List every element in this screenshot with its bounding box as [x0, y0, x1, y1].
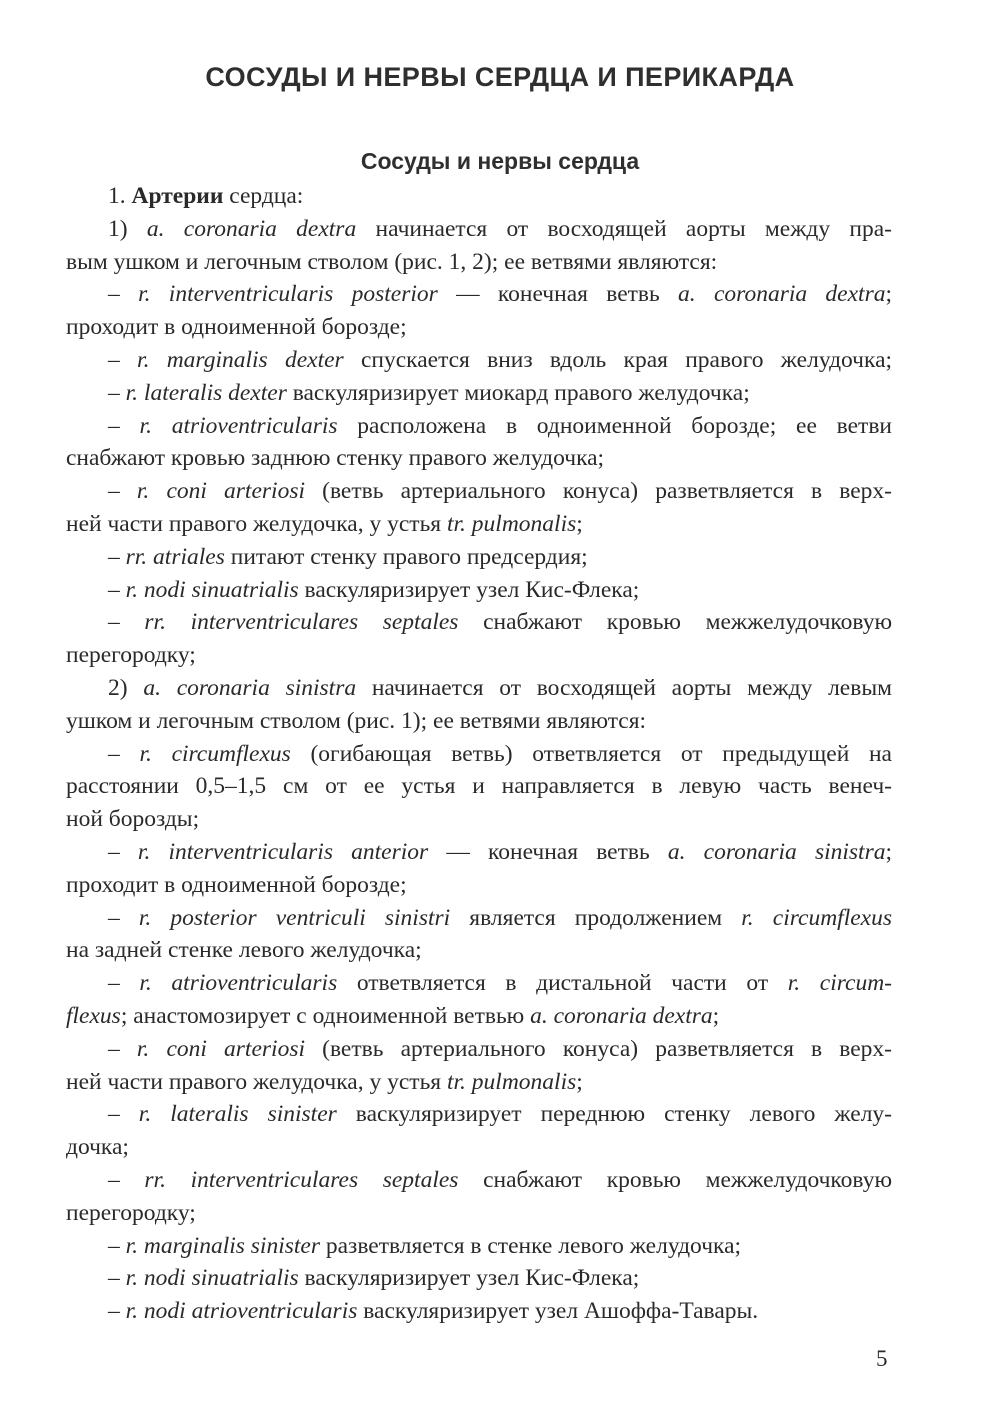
text-run: начинается от восходящей аорты между пра- — [356, 215, 892, 242]
text-run: снабжают кровью межжелудочковую — [458, 1166, 892, 1193]
text-run: ней части правого желудочка, у устья — [66, 510, 447, 537]
text-run: 1) — [108, 215, 147, 242]
text-run: rr. interventriculares septales — [144, 1166, 459, 1193]
text-run: расстоянии 0,5–1,5 см от ее устья и направляется в левую часть венеч- — [66, 773, 892, 800]
text-line — [66, 869, 892, 902]
text-line — [66, 902, 892, 935]
text-run: Артерии — [131, 183, 224, 209]
text-run: ; — [885, 838, 892, 865]
text-run: ной борозды; — [66, 806, 200, 833]
text-line — [66, 1000, 892, 1033]
text-run: r. lateralis dexter — [125, 379, 287, 406]
text-run: – — [108, 904, 139, 931]
text-line — [66, 1295, 892, 1328]
text-run: r. coni arteriosi — [136, 478, 305, 505]
text-run: – — [108, 1166, 145, 1193]
text-line — [66, 377, 892, 410]
text-line — [66, 180, 892, 213]
text-run: r. interventricularis posterior — [138, 281, 438, 308]
text-run: a. coronaria sinistra — [667, 838, 886, 865]
text-run: a. coronaria dextra — [530, 1002, 713, 1029]
text-run: дочка; — [66, 1134, 129, 1161]
text-run: r. coni arteriosi — [136, 1035, 305, 1062]
text-run: ; — [576, 510, 583, 537]
text-line — [66, 213, 892, 246]
text-line — [66, 1098, 892, 1131]
text-line — [66, 278, 892, 311]
text-run: r. marginalis dexter — [137, 346, 344, 373]
text-run: на задней стенке левого желудочка; — [66, 937, 422, 964]
text-line — [66, 1164, 892, 1197]
body-text — [66, 180, 892, 1328]
text-run: разветвляется в стенке левого желудочка; — [319, 1232, 742, 1259]
text-run: – — [108, 346, 138, 373]
text-run: – — [108, 379, 126, 406]
text-run: – — [108, 281, 139, 308]
text-run: – — [108, 412, 140, 439]
text-line — [66, 803, 892, 836]
text-run: – — [108, 1265, 126, 1292]
text-run: r. circumflexus — [741, 904, 892, 931]
text-run: r. lateralis sinister — [138, 1101, 337, 1128]
text-run: васкуляризирует узел Кис-Флека; — [298, 1265, 640, 1292]
text-line — [66, 246, 892, 279]
text-run: r. nodi sinuatrialis — [125, 1265, 299, 1292]
text-line — [66, 705, 892, 738]
text-line — [66, 1262, 892, 1295]
text-run: расположена в одноименной борозде; ее ветви — [337, 412, 892, 439]
text-run: – — [108, 1232, 126, 1259]
text-run: a. coronaria sinistra — [143, 674, 357, 701]
text-run: r. atrioventricularis — [139, 970, 338, 997]
text-run: начинается от восходящей аорты между левым — [356, 674, 892, 701]
text-run: питают стенку правого предсердия; — [224, 543, 588, 570]
text-run: ; — [885, 281, 892, 308]
text-run: r. nodi atrioventricularis — [125, 1298, 358, 1325]
text-run: сердца: — [223, 183, 304, 209]
text-run: – — [108, 1035, 137, 1062]
section-title: Сосуды и нервы сердца — [360, 148, 640, 174]
text-line — [66, 1066, 892, 1099]
text-run: r. marginalis sinister — [125, 1232, 320, 1259]
text-run: (ветвь артериального конуса) разветвляется в верх- — [305, 1035, 892, 1062]
text-run: ней части правого желудочка, у устья — [66, 1068, 447, 1095]
chapter-title: СОСУДЫ И НЕРВЫ СЕРДЦА И ПЕРИКАРДА — [205, 62, 795, 92]
text-line — [66, 574, 892, 607]
text-run: снабжают кровью межжелудочковую — [458, 609, 892, 636]
text-run: ; — [712, 1002, 720, 1029]
text-line — [66, 738, 892, 771]
text-line — [66, 1131, 892, 1164]
text-run: (ветвь артериального конуса) разветвляется в верх- — [305, 478, 892, 505]
text-line — [66, 836, 892, 869]
text-run: – — [108, 609, 145, 636]
text-line — [66, 1230, 892, 1263]
text-line — [66, 639, 892, 672]
text-run: — конечная ветвь — [428, 838, 668, 865]
text-run: является продолжением — [450, 904, 742, 931]
text-run: rr. atriales — [125, 543, 225, 570]
text-run: 1. — [108, 183, 132, 209]
text-run: r. circumflexus — [139, 740, 291, 767]
text-run: проходит в одноименной борозде; — [66, 871, 407, 898]
text-line — [66, 344, 892, 377]
text-run: ; анастомозирует с одноименной ветвью — [120, 1002, 531, 1029]
text-line — [66, 967, 892, 1000]
text-run: проходит в одноименной борозде; — [66, 314, 407, 341]
text-run: (огибающая ветвь) ответвляется от предыдущей на — [290, 740, 892, 767]
text-run: ответвляется в дистальной части от — [337, 970, 788, 997]
text-run: – — [108, 1101, 139, 1128]
text-run: — конечная ветвь — [437, 281, 679, 308]
text-run: ; — [576, 1068, 583, 1095]
text-run: tr. pulmonalis — [446, 510, 577, 537]
text-run: rr. interventriculares septales — [144, 609, 459, 636]
text-run: tr. pulmonalis — [446, 1068, 577, 1095]
text-run: 2) — [108, 674, 144, 701]
text-run: a. coronaria dextra — [678, 281, 886, 308]
text-line — [66, 508, 892, 541]
text-run: r. interventricularis anterior — [137, 838, 429, 865]
text-line — [66, 1033, 892, 1066]
text-run: r. posterior ventriculi sinistri — [138, 904, 451, 931]
text-run: васкуляризирует узел Кис-Флека; — [298, 576, 640, 603]
text-run: r. atrioventricularis — [139, 412, 338, 439]
text-run: спускается вниз вдоль края правого желудочка; — [343, 346, 892, 373]
text-run: снабжают кровью заднюю стенку правого желудочка; — [66, 445, 605, 472]
text-run: васкуляризирует миокард правого желудочка; — [286, 379, 750, 406]
text-line — [66, 672, 892, 705]
text-line — [66, 541, 892, 574]
text-run: васкуляризирует переднюю стенку левого желу- — [336, 1101, 892, 1128]
text-line — [66, 934, 892, 967]
text-line — [66, 1197, 892, 1230]
text-line — [66, 311, 892, 344]
text-run: – — [108, 1298, 126, 1325]
text-line — [66, 770, 892, 803]
text-line — [66, 606, 892, 639]
text-run: r. nodi sinuatrialis — [125, 576, 299, 603]
text-run: – — [108, 970, 140, 997]
text-run: перегородку; — [66, 1199, 196, 1226]
text-run: – — [108, 478, 137, 505]
text-line — [66, 442, 892, 475]
text-run: вым ушком и легочным стволом (рис. 1, 2); ее ветвями являются: — [66, 248, 718, 275]
text-run: – — [108, 740, 140, 767]
text-run: васкуляризирует узел Ашоффа-Тавары. — [357, 1298, 759, 1325]
text-run: – — [108, 543, 126, 570]
text-run: r. circum- — [787, 970, 892, 997]
text-run: flexus — [66, 1002, 121, 1029]
text-run: – — [108, 838, 138, 865]
text-line — [66, 410, 892, 443]
page-number: 5 — [876, 1346, 888, 1371]
text-run: a. coronaria dextra — [146, 215, 357, 242]
text-run: – — [108, 576, 126, 603]
text-line — [66, 475, 892, 508]
text-run: ушком и легочным стволом (рис. 1); ее ветвями являются: — [66, 707, 647, 734]
text-run: перегородку; — [66, 642, 196, 669]
